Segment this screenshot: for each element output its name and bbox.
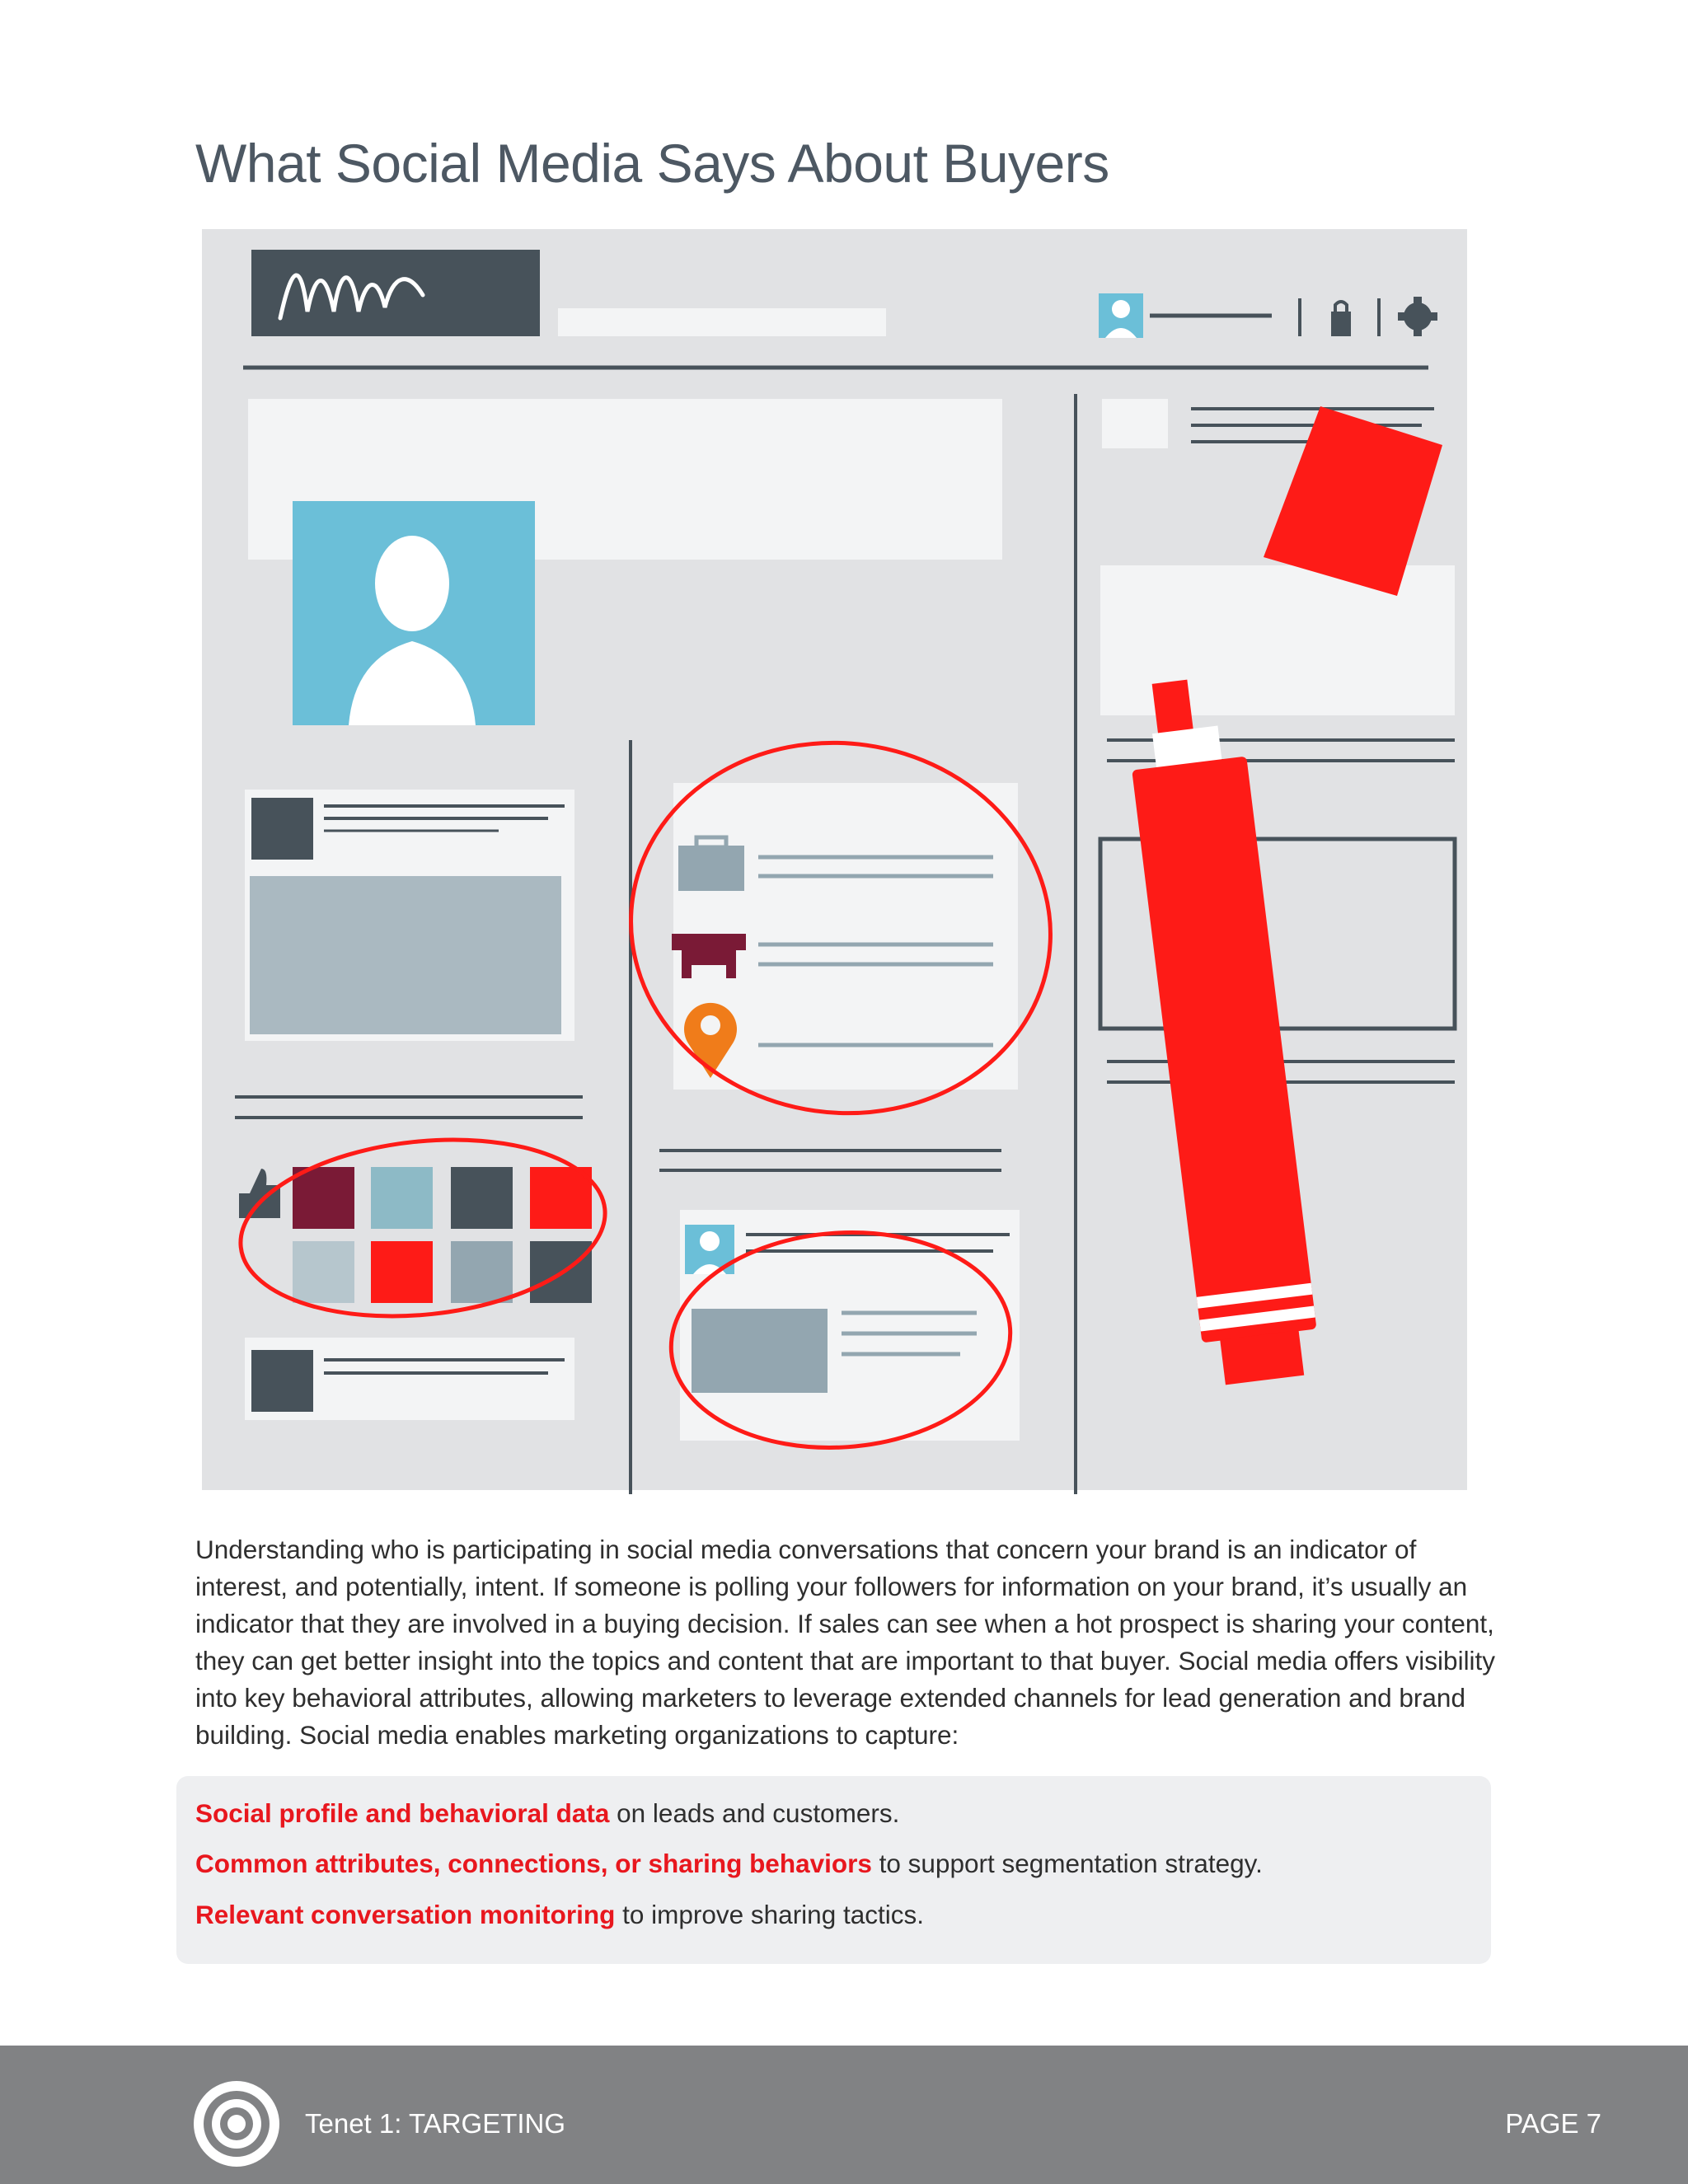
highlight-emphasis: Relevant conversation monitoring <box>195 1900 616 1929</box>
highlight-item <box>195 1847 1263 1880</box>
body-paragraph: Understanding who is participating in social media conversations that concern your brand is an indicator of interest, and potentially, intent. If someone is polling your followers for information on your brand, it’s usually an indicator that they are involved in a buying decision. If sales can see when a hot prospect is sharing your content, they can get better insight into the topics and content that are important to that buyer. Social media offers visibility into key behavioral attributes, allowing marketers to leverage extended channels for lead generation and brand building. Social media enables marketing organizations to capture: <box>195 1535 1496 1750</box>
user-icon <box>1099 293 1143 338</box>
highlight-item <box>195 1898 924 1931</box>
highlight-emphasis: Social profile and behavioral data <box>195 1798 610 1828</box>
highlight-item <box>195 1797 899 1830</box>
profile-avatar <box>293 501 535 725</box>
logo-box <box>251 250 540 336</box>
highlight-text: to support segmentation strategy. <box>871 1849 1263 1878</box>
page-number: PAGE 7 <box>1505 2108 1601 2139</box>
highlight-text: on leads and customers. <box>609 1798 900 1828</box>
highlight-text: to improve sharing tactics. <box>615 1900 924 1929</box>
search-field <box>558 308 886 336</box>
page-title: What Social Media Says About Buyers <box>195 133 1109 194</box>
social-media-illustration <box>202 229 1475 1494</box>
highlight-emphasis: Common attributes, connections, or sharing behaviors <box>195 1849 872 1878</box>
target-icon <box>191 2079 282 2169</box>
footer-section-label: Tenet 1: TARGETING <box>305 2108 566 2139</box>
